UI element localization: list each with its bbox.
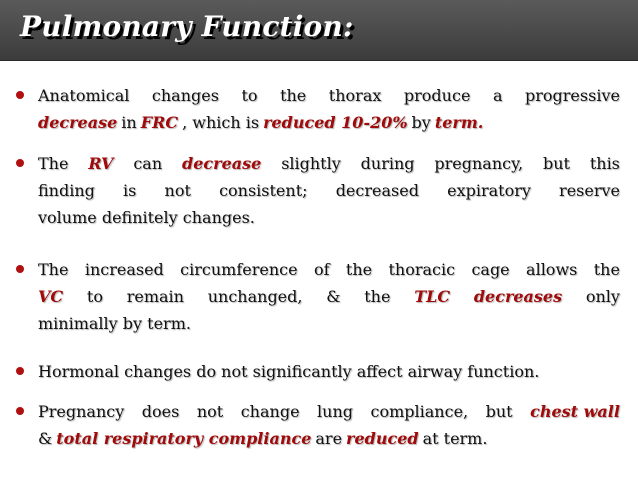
bullet-text: consistent; <box>219 181 308 200</box>
bullet-text: only <box>585 287 620 306</box>
bullet-text: reserve <box>559 181 620 200</box>
bullet-text: allows <box>526 260 578 279</box>
bullet-text: unchanged, <box>207 287 303 306</box>
highlighted-term: decreases <box>473 287 563 306</box>
bullet-text: increased <box>84 260 164 279</box>
bullet-text: a <box>492 86 503 105</box>
highlighted-term: TLC <box>414 287 451 306</box>
highlighted-term: decrease <box>182 154 262 173</box>
bullet-line <box>38 150 620 177</box>
bullet-text: The <box>38 260 69 279</box>
bullet-text: Hormonal changes do not significantly affect airway function. <box>38 362 540 381</box>
bullet-text: to <box>241 86 258 105</box>
bullet-text: The <box>38 154 69 173</box>
bullet-text: finding <box>38 181 95 200</box>
bullet-line <box>38 256 620 283</box>
bullet-text: this <box>589 154 620 173</box>
bullet-text: thorax <box>328 86 382 105</box>
bullet-text: during <box>360 154 415 173</box>
bullet-text: but <box>542 154 570 173</box>
bullet-dot-icon <box>16 91 24 99</box>
bullet-text: , which is <box>182 113 260 132</box>
bullet-text: to <box>86 287 103 306</box>
bullet-text: volume definitely changes. <box>38 208 255 227</box>
bullet-item <box>16 398 620 452</box>
highlighted-term: VC <box>38 287 64 306</box>
bullet-text: the <box>345 260 373 279</box>
bullet-line <box>38 310 620 337</box>
bullet-text: pregnancy, <box>434 154 524 173</box>
bullet-text: not <box>196 402 224 421</box>
bullet-text: minimally by term. <box>38 314 191 333</box>
bullet-line <box>38 398 620 425</box>
bullet-text: can <box>133 154 163 173</box>
bullet-dot-icon <box>16 265 24 273</box>
bullet-dot-icon <box>16 367 24 375</box>
bullet-text: change <box>240 402 300 421</box>
bullet-text: Pregnancy <box>38 402 125 421</box>
bullet-text: not <box>164 181 191 200</box>
bullet-text: but <box>485 402 513 421</box>
bullet-text: are <box>315 429 343 448</box>
bullet-dot-icon <box>16 159 24 167</box>
bullet-text: in <box>121 113 137 132</box>
bullet-text: & <box>38 429 53 448</box>
bullet-text: the <box>364 287 391 306</box>
bullet-line <box>38 82 620 109</box>
bullet-text: is <box>123 181 137 200</box>
bullet-text: expiratory <box>447 181 531 200</box>
highlighted-term: FRC <box>140 113 179 132</box>
bullet-text: of <box>313 260 330 279</box>
bullet-text: circumference <box>180 260 298 279</box>
highlighted-term: decrease <box>38 113 118 132</box>
highlighted-term: reduced 10-20% <box>263 113 408 132</box>
bullet-line <box>38 358 620 385</box>
bullet-text: the <box>280 86 307 105</box>
bullet-text: changes <box>151 86 219 105</box>
highlighted-term: term. <box>434 113 484 132</box>
bullet-text: at term. <box>422 429 488 448</box>
bullet-item <box>16 256 620 337</box>
bullet-text: slightly <box>281 154 341 173</box>
bullet-line <box>38 177 620 204</box>
bullet-text: does <box>141 402 180 421</box>
bullet-text: lung <box>317 402 354 421</box>
bullet-text: cage <box>471 260 510 279</box>
highlighted-term: reduced <box>346 429 419 448</box>
bullet-dot-icon <box>16 407 24 415</box>
bullet-text: thoracic <box>388 260 456 279</box>
bullet-text: remain <box>126 287 184 306</box>
bullet-item <box>16 358 620 385</box>
bullet-text: decreased <box>335 181 419 200</box>
slide-title: Pulmonary Function: <box>20 10 354 43</box>
highlighted-term: total respiratory compliance <box>56 429 312 448</box>
highlighted-term: RV <box>88 154 114 173</box>
title-bar <box>0 0 638 61</box>
bullet-item <box>16 150 620 231</box>
bullet-item <box>16 82 620 136</box>
bullet-line <box>38 283 620 310</box>
bullet-line <box>38 109 620 136</box>
bullet-text: produce <box>403 86 471 105</box>
highlighted-term: chest wall <box>530 402 620 421</box>
bullet-line <box>38 425 620 452</box>
bullet-text: progressive <box>525 86 620 105</box>
bullet-text: & <box>326 287 341 306</box>
bullet-text: by <box>411 113 431 132</box>
bullet-line <box>38 204 620 231</box>
bullet-text: compliance, <box>370 402 469 421</box>
bullet-text: Anatomical <box>38 86 130 105</box>
bullet-text: the <box>593 260 620 279</box>
